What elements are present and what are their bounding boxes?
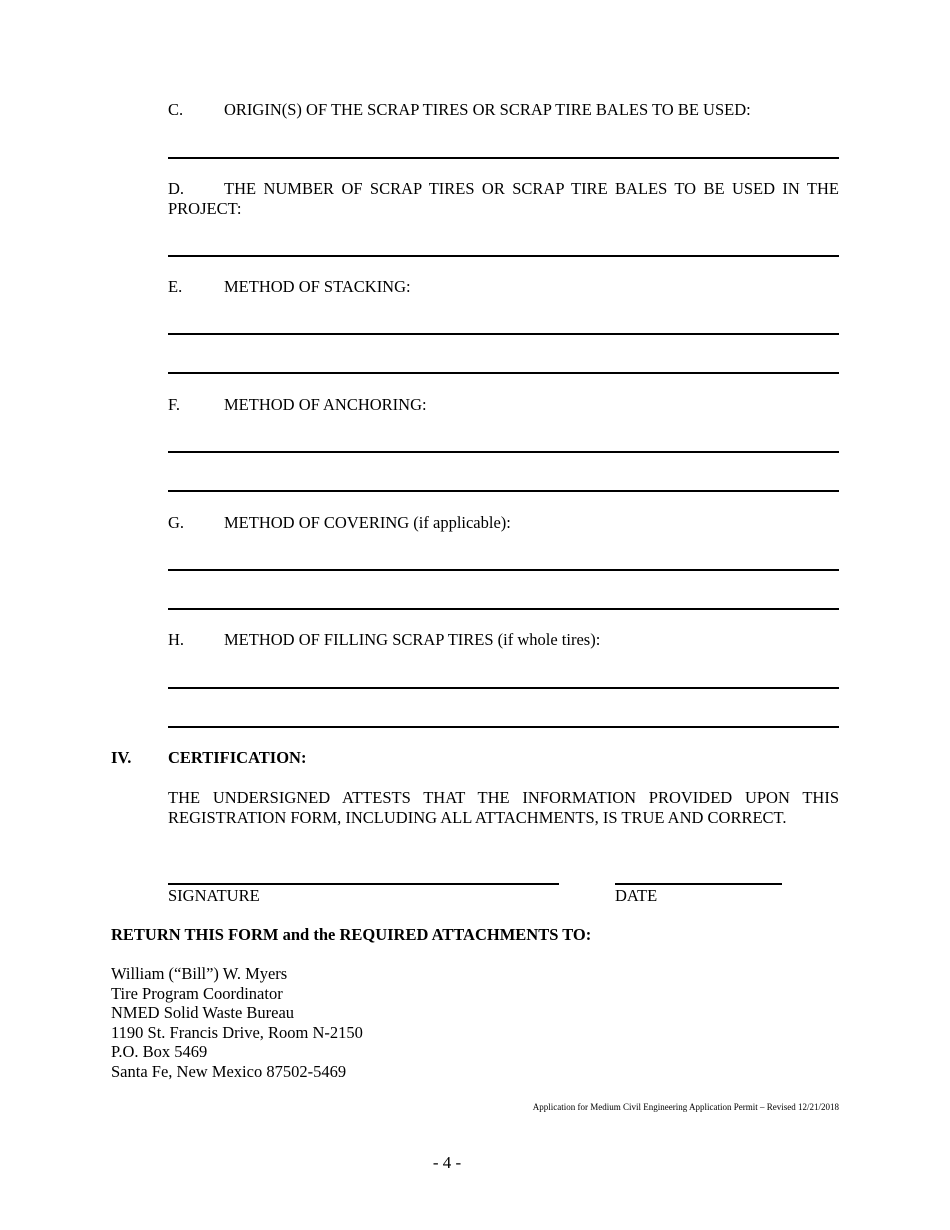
section-g-answer-line-1[interactable] xyxy=(168,569,839,571)
section-h-label: METHOD OF FILLING SCRAP TIRES (if whole tires): xyxy=(224,630,601,649)
date-line[interactable] xyxy=(615,883,782,885)
section-f-answer-line-2[interactable] xyxy=(168,490,839,492)
section-e-answer-line-1[interactable] xyxy=(168,333,839,335)
section-g xyxy=(168,513,511,533)
section-d-letter: D. xyxy=(168,179,185,198)
section-d-answer-line[interactable] xyxy=(168,255,839,257)
section-d-label-line1: D. THE NUMBER OF SCRAP TIRES OR SCRAP TIRE BALES TO BE USED IN THE xyxy=(168,179,839,198)
section-d xyxy=(168,179,839,219)
section-e-letter: E. xyxy=(168,277,183,296)
address-line-name: William (“Bill”) W. Myers xyxy=(111,964,288,983)
address-line-title: Tire Program Coordinator xyxy=(111,983,283,1003)
section-e-answer-line-2[interactable] xyxy=(168,372,839,374)
signature-label: SIGNATURE xyxy=(168,886,260,905)
certification-statement-line1: THE UNDERSIGNED ATTESTS THAT THE INFORMATION PROVIDED UPON THIS xyxy=(168,788,839,807)
section-g-answer-line-2[interactable] xyxy=(168,608,839,610)
certification-heading: CERTIFICATION: xyxy=(168,748,307,767)
section-g-label: METHOD OF COVERING (if applicable): xyxy=(224,513,511,532)
section-c-label: ORIGIN(S) OF THE SCRAP TIRES OR SCRAP TIRE BALES TO BE USED: xyxy=(224,100,751,119)
signature-line[interactable] xyxy=(168,883,559,885)
section-h-letter: H. xyxy=(168,630,185,649)
address-line-pobox: P.O. Box 5469 xyxy=(111,1042,208,1062)
section-c-answer-line[interactable] xyxy=(168,157,839,159)
section-e-label: METHOD OF STACKING: xyxy=(224,277,411,296)
section-f-letter: F. xyxy=(168,395,180,414)
address-line-street: 1190 St. Francis Drive, Room N-2150 xyxy=(111,1022,363,1042)
date-label: DATE xyxy=(615,886,658,905)
certification-statement xyxy=(168,788,839,828)
certification-statement-line2: REGISTRATION FORM, INCLUDING ALL ATTACHMENTS, IS TRUE AND CORRECT. xyxy=(168,808,787,827)
page-number: - 4 - xyxy=(432,1153,462,1172)
section-h-answer-line-2[interactable] xyxy=(168,726,839,728)
address-line-city: Santa Fe, New Mexico 87502-5469 xyxy=(111,1061,347,1081)
certification-numeral: IV. xyxy=(111,748,132,767)
revision-note: Application for Medium Civil Engineering Application Permit – Revised 12/21/2018 xyxy=(532,1102,839,1112)
section-e xyxy=(168,277,411,297)
section-c-letter: C. xyxy=(168,100,184,119)
section-h xyxy=(168,630,600,650)
section-d-label-line2: PROJECT: xyxy=(168,199,242,218)
return-to-heading: RETURN THIS FORM and the REQUIRED ATTACHMENTS TO: xyxy=(111,925,592,944)
return-address xyxy=(111,964,363,1082)
section-f-answer-line-1[interactable] xyxy=(168,451,839,453)
section-g-letter: G. xyxy=(168,513,185,532)
address-line-bureau: NMED Solid Waste Bureau xyxy=(111,1003,295,1023)
section-f xyxy=(168,395,427,415)
section-c xyxy=(168,100,751,120)
section-h-answer-line-1[interactable] xyxy=(168,687,839,689)
section-f-label: METHOD OF ANCHORING: xyxy=(224,395,427,414)
